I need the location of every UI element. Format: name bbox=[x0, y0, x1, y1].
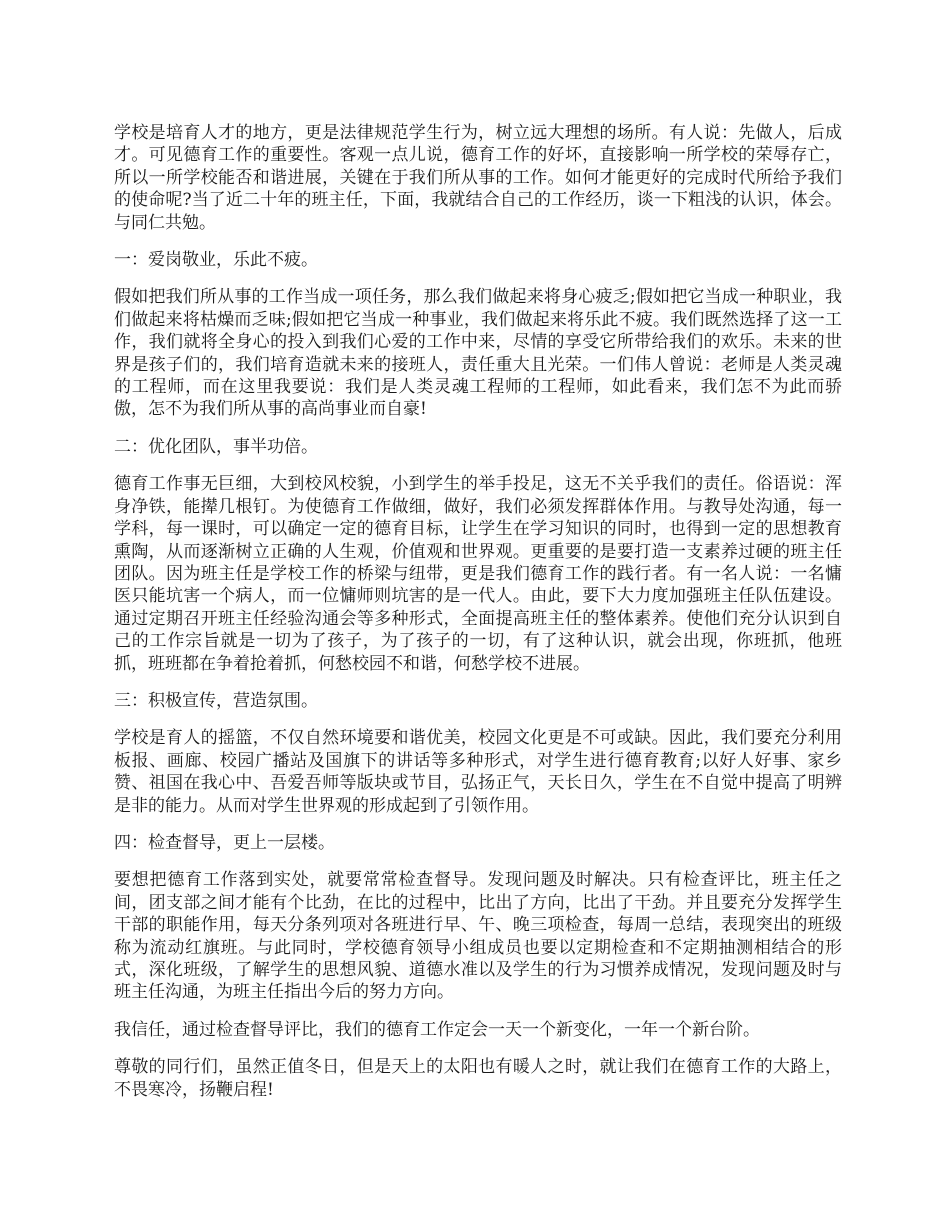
section-heading-4: 四：检查督导，更上一层楼。 bbox=[114, 832, 335, 853]
section-4-paragraph: 要想把德育工作落到实处，就要常常检查督导。发现问题及时解决。只有检查评比，班主任之间，团支部之间才能有个比劲，在比的过程中，比出了方向，比出了干劲。并且要充分发挥学生干部的职能作用，每天分条列项对各班进行早、午、晚三项检查，每周一总结，表现突出的班级称为流动红旗班。与此同时，学校德育领导小组成员也要以定期检查和不定期抽测相结合的形式，深化班级，了解学生的思想风貌、道德水准以及学生的行为习惯养成情况，发现问题及时与班主任沟通，为班主任指出今后的努力方向。 bbox=[114, 870, 842, 1003]
section-heading-2: 二：优化团队，事半功倍。 bbox=[114, 436, 318, 457]
section-3-paragraph: 学校是育人的摇篮，不仅自然环境要和谐优美，校园文化更是不可或缺。因此，我们要充分利用板报、画廊、校园广播站及国旗下的讲话等多种形式，对学生进行德育教育;以好人好事、家乡赞、祖国在我心中、吾爱吾师等版块或节目，弘扬正气，天长日久，学生在不自觉中提高了明辨是非的能力。从而对学生世界观的形成起到了引领作用。 bbox=[114, 728, 842, 816]
section-1-paragraph: 假如把我们所从事的工作当成一项任务，那么我们做起来将身心疲乏;假如把它当成一种职业，我们做起来将枯燥而乏味;假如把它当成一种事业，我们做起来将乐此不疲。我们既然选择了这一工作，我们就将全身心的投入到我们心爱的工作中来，尽情的享受它所带给我们的欢乐。未来的世界是孩子们的，我们培育造就未来的接班人，责任重大且光荣。一们伟人曾说：老师是人类灵魂的工程师，而在这里我要说：我们是人类灵魂工程师的工程师，如此看来，我们怎不为此而骄傲，怎不为我们所从事的高尚事业而自豪! bbox=[114, 287, 842, 420]
belief-paragraph: 我信任，通过检查督导评比，我们的德育工作定会一天一个新变化，一年一个新台阶。 bbox=[114, 1019, 760, 1040]
closing-paragraph: 尊敬的同行们，虽然正值冬日，但是天上的太阳也有暖人之时，就让我们在德育工作的大路上，不畏寒冷，扬鞭启程! bbox=[114, 1057, 842, 1100]
document-body bbox=[114, 122, 842, 1116]
intro-paragraph: 学校是培育人才的地方，更是法律规范学生行为，树立远大理想的场所。有人说：先做人，后成才。可见德育工作的重要性。客观一点儿说，德育工作的好坏，直接影响一所学校的荣辱存亡，所以一所学校能否和谐进展，关键在于我们所从事的工作。如何才能更好的完成时代所给予我们的使命呢?当了近二十年的班主任，下面，我就结合自己的工作经历，谈一下粗浅的认识，体会。与同仁共勉。 bbox=[114, 123, 842, 233]
section-2-paragraph: 德育工作事无巨细，大到校风校貌，小到学生的举手投足，这无不关乎我们的责任。俗语说：浑身净铁，能撵几根钉。为使德育工作做细，做好，我们必须发挥群体作用。与教导处沟通，每一学科，每一课时，可以确定一定的德育目标，让学生在学习知识的同时，也得到一定的思想教育熏陶，从而逐渐树立正确的人生观，价值观和世界观。更重要的是要打造一支素养过硬的班主任团队。因为班主任是学校工作的桥梁与纽带，更是我们德育工作的践行者。有一名人说：一名慵医只能坑害一个病人，而一位慵师则坑害的是一代人。由此，要下大力度加强班主任队伍建设。通过定期召开班主任经验沟通会等多种形式，全面提高班主任的整体素养。使他们充分认识到自己的工作宗旨就是一切为了孩子，为了孩子的一切，有了这种认识，就会出现，你班抓，他班抓，班班都在争着抢着抓，何愁校园不和谐，何愁学校不进展。 bbox=[114, 474, 842, 674]
section-heading-3: 三：积极宣传，营造氛围。 bbox=[114, 690, 318, 711]
section-heading-1: 一：爱岗敬业，乐此不疲。 bbox=[114, 250, 318, 271]
